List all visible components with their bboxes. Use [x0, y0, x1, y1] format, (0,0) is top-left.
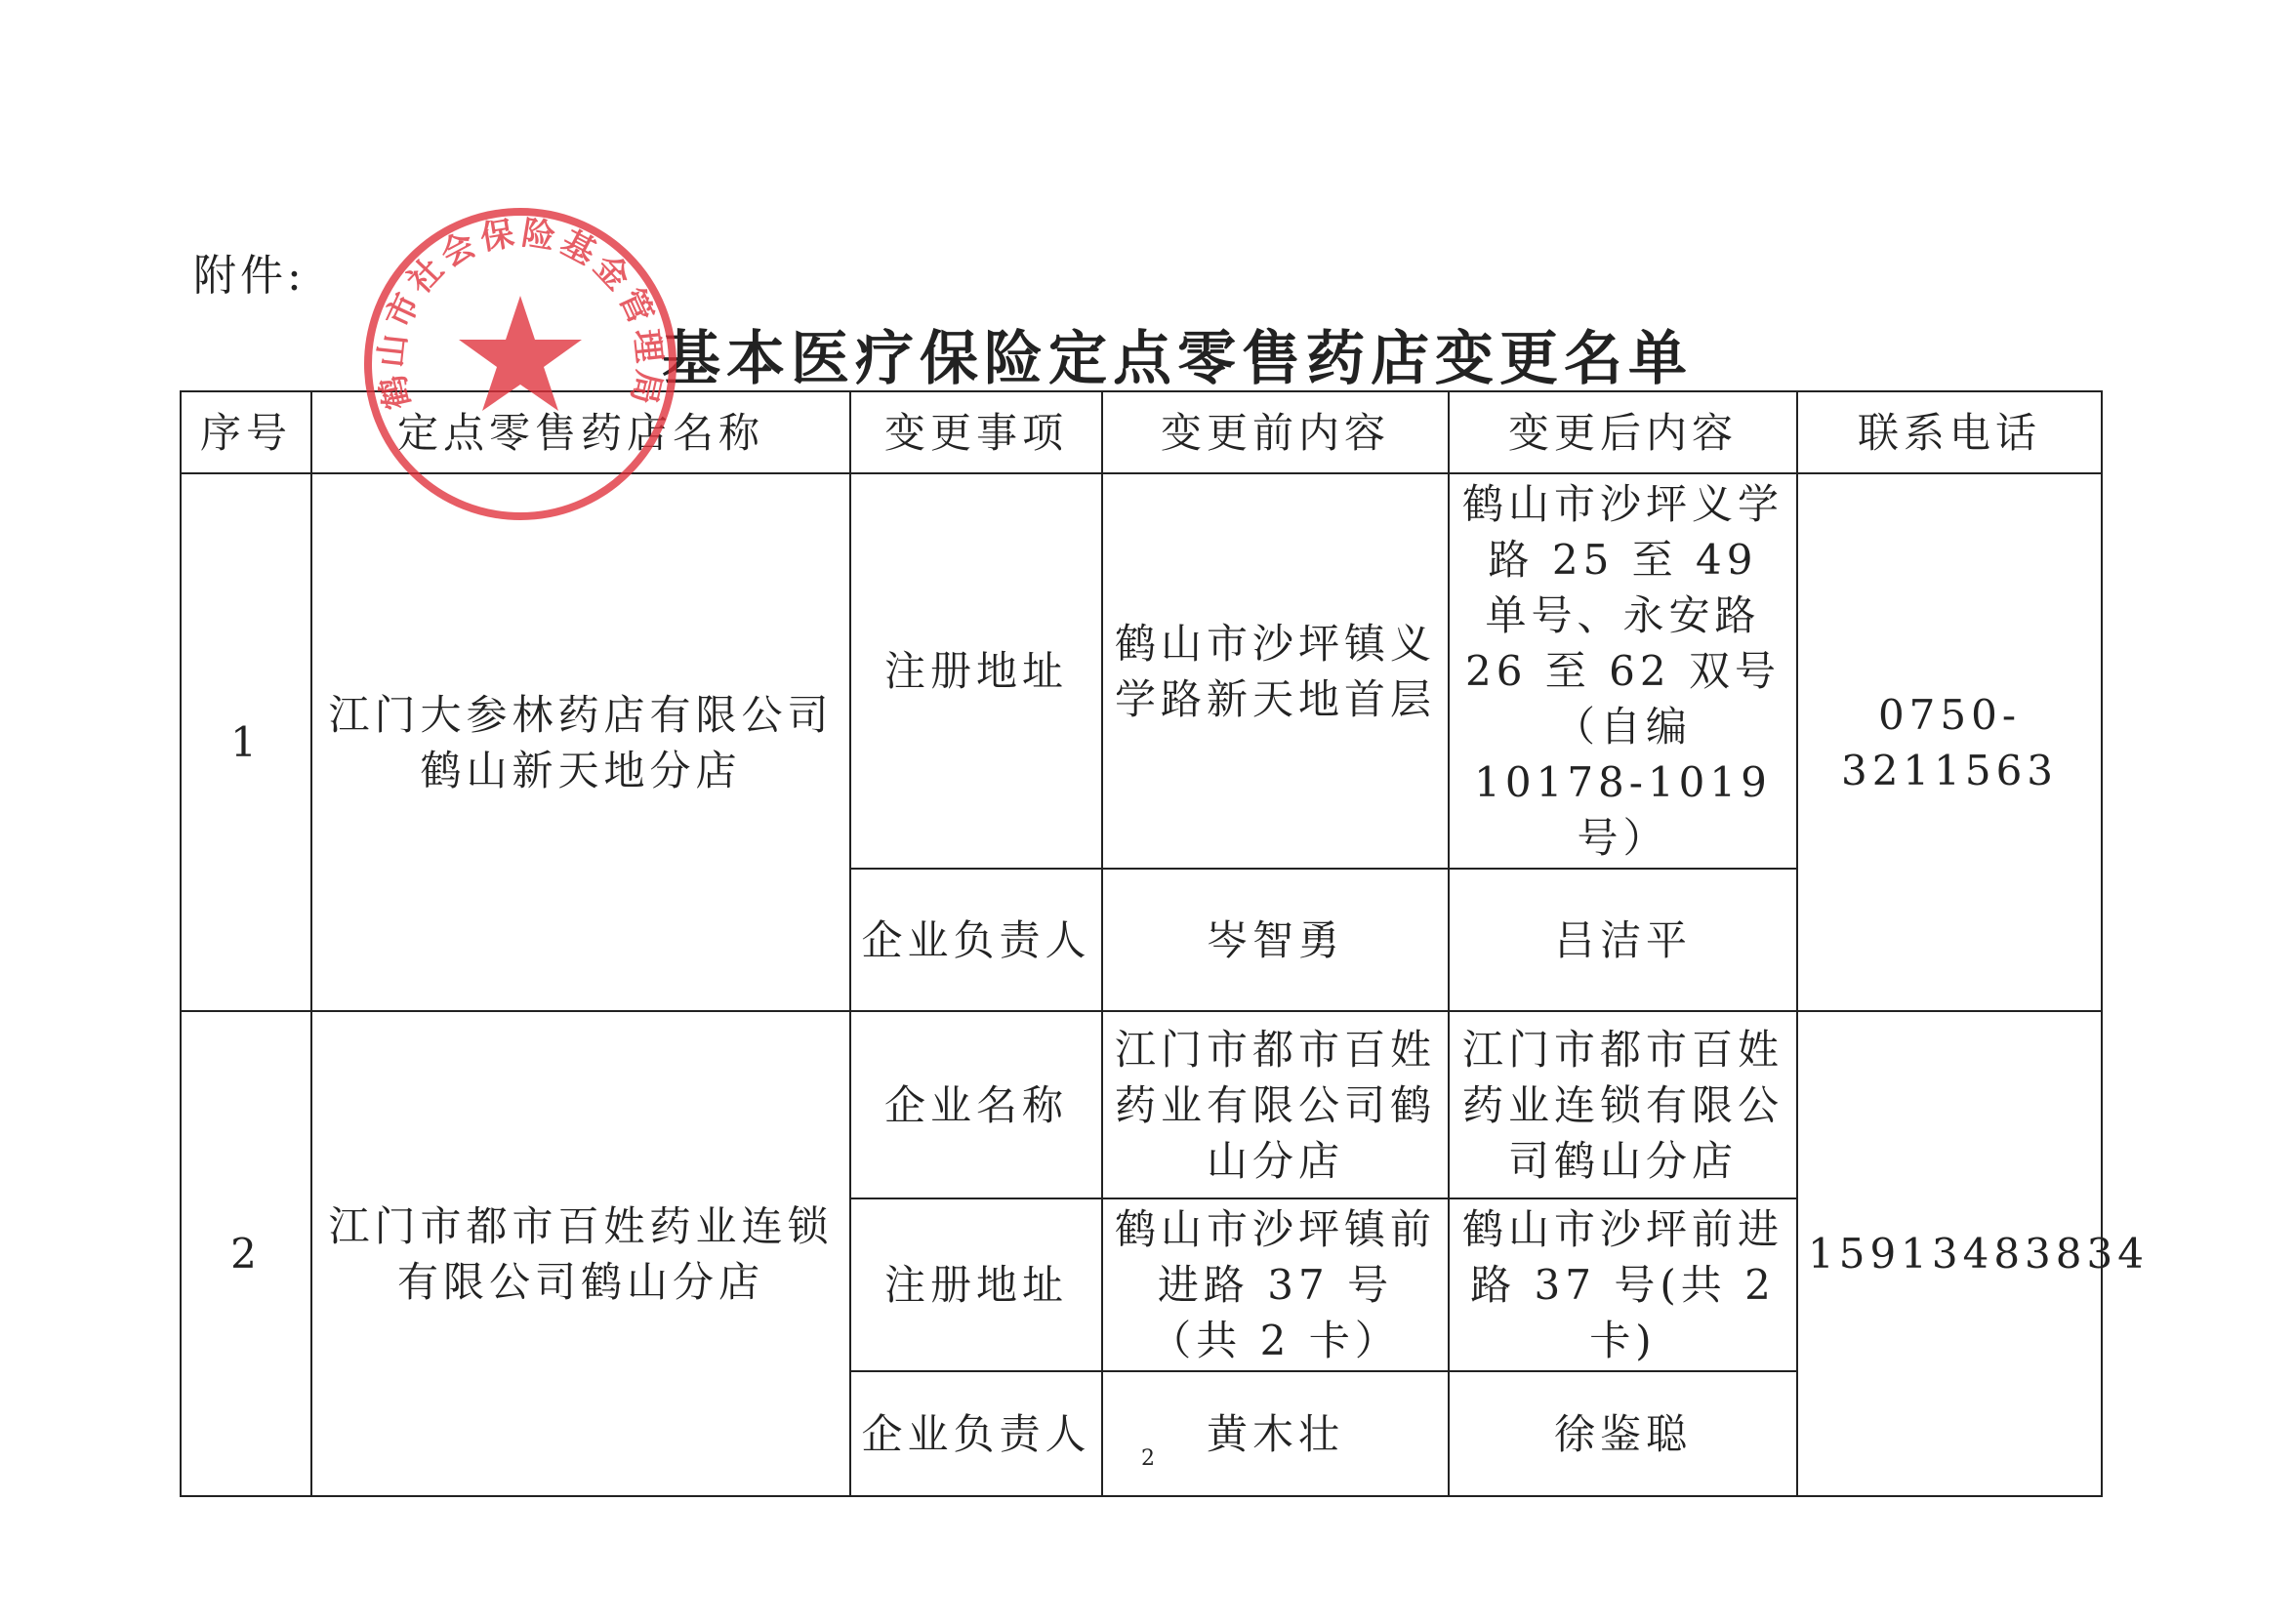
change-item: 注册地址: [850, 473, 1102, 869]
seal-text: 鹤山市社会保险基金管理局: [371, 213, 670, 413]
header-phone: 联系电话: [1797, 391, 2102, 473]
content-before: 鹤山市沙坪镇义学路新天地首层: [1102, 473, 1449, 869]
header-after: 变更后内容: [1449, 391, 1797, 473]
header-index: 序号: [181, 391, 311, 473]
document-title: 基本医疗保险定点零售药店变更名单: [662, 325, 1693, 393]
page-number: 2: [1141, 1446, 1155, 1471]
change-item: 企业负责人: [850, 869, 1102, 1011]
content-after: 吕洁平: [1449, 869, 1797, 1011]
content-before: 黄木壮: [1102, 1371, 1449, 1496]
change-item: 企业名称: [850, 1011, 1102, 1198]
row-index: 1: [181, 473, 311, 1011]
content-after: 徐鉴聪: [1449, 1371, 1797, 1496]
header-before: 变更前内容: [1102, 391, 1449, 473]
table-row: [181, 473, 2102, 869]
change-item: 企业负责人: [850, 1371, 1102, 1496]
header-store-name: 定点零售药店名称: [311, 391, 850, 473]
store-name: 江门大参林药店有限公司鹤山新天地分店: [311, 473, 850, 1011]
official-seal: [359, 203, 681, 525]
contact-phone: 0750-3211563: [1797, 473, 2102, 1011]
row-index: 2: [181, 1011, 311, 1496]
star-icon: [459, 296, 582, 411]
store-name: 江门市都市百姓药业连锁有限公司鹤山分店: [311, 1011, 850, 1496]
content-after: 鹤山市沙坪前进路 37 号(共 2 卡): [1449, 1198, 1797, 1371]
change-list-table: [180, 390, 2149, 1497]
content-after: 江门市都市百姓药业连锁有限公司鹤山分店: [1449, 1011, 1797, 1198]
content-before: 鹤山市沙坪镇前进路 37 号（共 2 卡）: [1102, 1198, 1449, 1371]
contact-phone: 15913483834: [1797, 1011, 2102, 1496]
attachment-label: 附件:: [193, 251, 306, 301]
table-row: [181, 1011, 2102, 1198]
header-change-item: 变更事项: [850, 391, 1102, 473]
content-before: 江门市都市百姓药业有限公司鹤山分店: [1102, 1011, 1449, 1198]
change-item: 注册地址: [850, 1198, 1102, 1371]
content-after: 鹤山市沙坪义学路 25 至 49 单号、永安路 26 至 62 双号（自编 10178-1019 号）: [1449, 473, 1797, 869]
content-before: 岑智勇: [1102, 869, 1449, 1011]
